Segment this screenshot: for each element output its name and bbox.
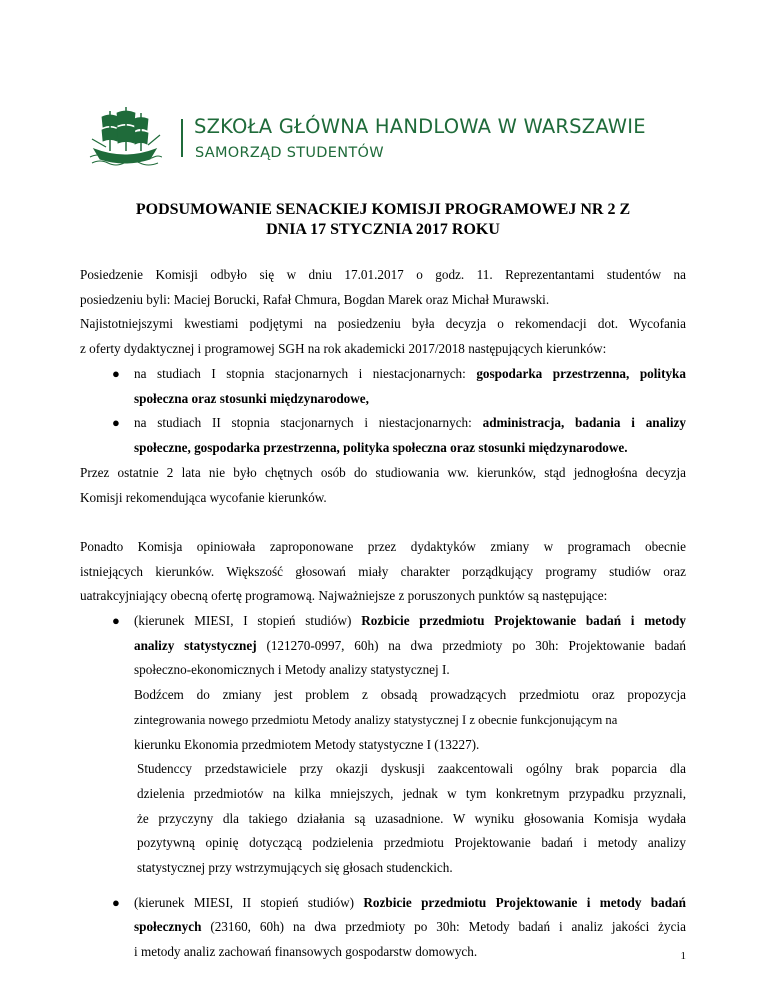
list-item-line bbox=[134, 411, 686, 436]
list-item-text: (23160, 60h) na dwa przedmioty po 30h: Metody badań i analiz jakości życia bbox=[201, 919, 686, 935]
list-item-text: (121270-0997, 60h) na dwa przedmioty po 30h: Projektowanie badań bbox=[256, 637, 686, 653]
list-item bbox=[80, 891, 686, 965]
header bbox=[88, 105, 678, 167]
list-item bbox=[80, 609, 686, 881]
title-line-1: PODSUMOWANIE SENACKIEJ KOMISJI PROGRAMOWEJ NR 2 Z bbox=[135, 201, 631, 218]
list-item bbox=[80, 362, 686, 411]
list-item-line: statystycznej przy wstrzymujących się głosach studenckich. bbox=[137, 860, 453, 876]
paragraph-line: Najistotniejszymi kwestiami podjętymi na posiedzeniu była decyzja o rekomendacji dot. Wycofania bbox=[80, 316, 686, 332]
list-item-bold-text: administracja, badania i analizy bbox=[482, 415, 686, 431]
paragraph-line: posiedzeniu byli: Maciej Borucki, Rafał Chmura, Bogdan Marek oraz Michał Murawski. bbox=[80, 291, 550, 307]
list-item-text: na studiach II stopnia stacjonarnych i niestacjonarnych: bbox=[134, 415, 483, 431]
header-divider bbox=[181, 119, 183, 157]
reason-paragraph bbox=[80, 461, 686, 510]
list-item-line bbox=[134, 891, 686, 916]
paragraph-line: istniejących kierunków. Większość głosowań miały charakter porządkujący programy studiów oraz bbox=[80, 563, 686, 579]
title-line-2: DNIA 17 STYCZNIA 2017 ROKU bbox=[266, 221, 500, 238]
list-item-bold-text: społeczne, gospodarka przestrzenna, polityka społeczna oraz stosunki międzynarodowe. bbox=[134, 440, 628, 456]
list-item-line: kierunku Ekonomia przedmiotem Metody statystyczne I (13227). bbox=[134, 736, 480, 752]
list-item-line: pozytywną opinię dotyczącą podzielenia przedmiotu Projektowanie badań i metody analizy bbox=[137, 835, 686, 851]
changes-list bbox=[80, 609, 686, 965]
list-item-line: zintegrowania nowego przedmiotu Metody analizy statystycznej I z obecnie funkcjonującym na bbox=[134, 712, 618, 727]
bullet-icon: ● bbox=[112, 415, 120, 431]
list-item-bold-text: społeczna oraz stosunki międzynarodowe, bbox=[134, 390, 369, 406]
school-name: SZKOŁA GŁÓWNA HANDLOWA W WARSZAWIE bbox=[194, 115, 646, 138]
list-item-bold-text: Rozbicie przedmiotu Projektowanie i metody badań bbox=[363, 894, 686, 910]
document-title bbox=[80, 200, 686, 240]
paragraph-line: Posiedzenie Komisji odbyło się w dniu 17.01.2017 o godz. 11. Reprezentantami studentów na bbox=[80, 267, 686, 282]
paragraph-line: z oferty dydaktycznej i programowej SGH na rok akademicki 2017/2018 następujących kierunków: bbox=[80, 341, 607, 357]
list-item-line: Studenccy przedstawiciele przy okazji dyskusji zaakcentowali ogólny brak poparcia dla bbox=[137, 761, 686, 777]
paragraph-line: Przez ostatnie 2 lata nie było chętnych osób do studiowania ww. kierunków, stąd jednogłośna decyzja bbox=[80, 465, 686, 480]
list-item-text: (kierunek MIESI, I stopień studiów) bbox=[134, 613, 362, 628]
list-item-bold-text: Rozbicie przedmiotu Projektowanie badań i metody bbox=[361, 613, 686, 628]
list-item-line: społeczno-ekonomicznych i Metody analizy statystycznej I. bbox=[134, 662, 450, 678]
list-item-line bbox=[134, 915, 686, 940]
bullet-icon: ● bbox=[112, 613, 120, 628]
list-item-text: (kierunek MIESI, II stopień studiów) bbox=[134, 894, 364, 910]
list-item-text: na studiach I stopnia stacjonarnych i niestacjonarnych: bbox=[134, 366, 477, 381]
list-item-line: i metody analiz zachowań finansowych gospodarstw domowych. bbox=[134, 944, 478, 960]
changes-paragraph bbox=[80, 535, 686, 609]
list-item-line: Bodźcem do zmiany jest problem z obsadą prowadzących przedmiotu oraz propozycja bbox=[134, 687, 686, 703]
withdrawn-programs-list bbox=[80, 362, 686, 461]
list-item-line bbox=[134, 609, 686, 634]
list-item-bold-text: społecznych bbox=[134, 919, 202, 935]
list-item-line bbox=[134, 362, 686, 387]
paragraph-line: Ponadto Komisja opiniowała zaproponowane przez dydaktyków zmiany w programach obecnie bbox=[80, 539, 686, 554]
list-item-line: dzielenia przedmiotów na kilka mniejszych, jednak w tym konkretnym przypadku przyznali, bbox=[137, 785, 686, 801]
bullet-icon: ● bbox=[112, 366, 120, 381]
list-item-bold-text: gospodarka przestrzenna, polityka bbox=[476, 366, 686, 381]
list-item-bold-text: analizy statystycznej bbox=[134, 637, 257, 653]
list-item-line bbox=[134, 634, 686, 659]
page-number: 1 bbox=[680, 950, 686, 962]
list-item bbox=[80, 411, 686, 460]
bullet-icon: ● bbox=[112, 894, 120, 910]
list-item-line: że przyczyny dla takiego działania są uzasadnione. W wyniku głosowania Komisja wydała bbox=[137, 810, 686, 826]
paragraph-line: uatrakcyjniający obecną ofertę programową. Najważniejsze z poruszonych punktów są następujące: bbox=[80, 588, 608, 604]
intro-paragraph bbox=[80, 263, 686, 362]
paragraph-line: Komisji rekomendująca wycofanie kierunków. bbox=[80, 489, 327, 505]
ship-icon bbox=[88, 105, 162, 167]
student-union-name: SAMORZĄD STUDENTÓW bbox=[195, 145, 384, 161]
